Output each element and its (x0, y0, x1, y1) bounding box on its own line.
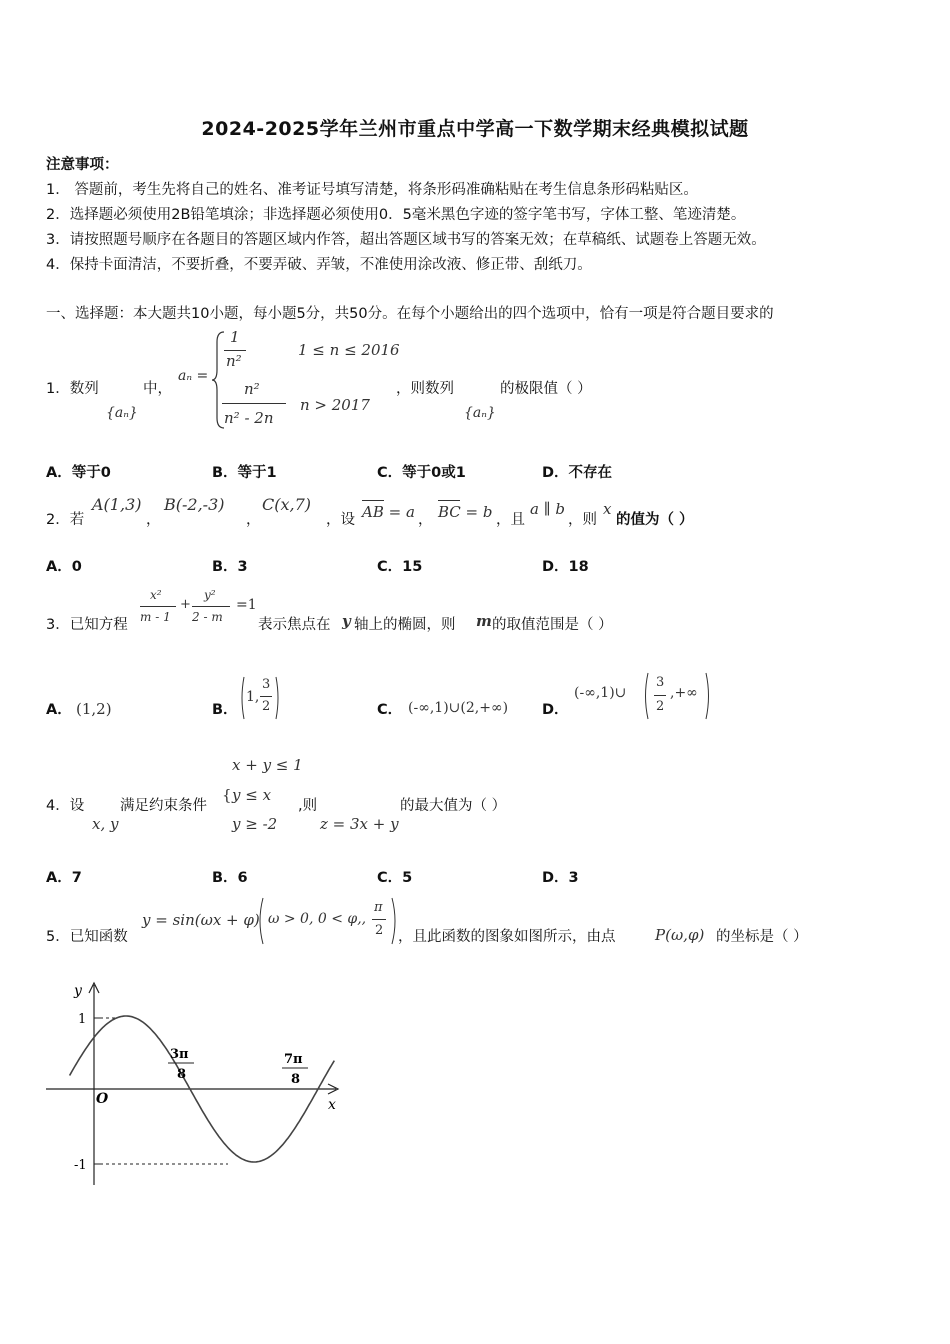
q1-mid-text: 中， (143, 381, 172, 397)
q3-option-b-denominator: 2 (262, 699, 271, 714)
q3-option-b-bar (260, 696, 272, 697)
q3-option-d-denominator: 2 (656, 699, 665, 714)
q2-then-text: ，则 (568, 512, 597, 528)
q2-point-a: A(1,3) (92, 495, 142, 514)
notice-heading: 注意事项： (46, 157, 119, 173)
q2-option-c: C．15 (377, 559, 423, 575)
q2-set-text: ，设 (326, 512, 355, 528)
q1-option-c: C．等于0或1 (377, 465, 466, 481)
q2-number: 2．若 (46, 512, 85, 528)
q3-frac2-denominator: 2 - m (192, 610, 223, 624)
tick1-denominator: 8 (177, 1067, 187, 1082)
q2-option-d: D．18 (542, 559, 589, 575)
q1-case1-denominator: n² (226, 352, 242, 370)
page-title: 2024-2025学年兰州市重点中学高一下数学期末经典模拟试题 (201, 118, 749, 140)
q2-sep-3: ， (418, 512, 433, 528)
q1-case1-fraction-bar (224, 350, 246, 351)
q4-brace: { (222, 786, 232, 804)
q3-option-b-brackets (238, 675, 282, 721)
q1-option-d: D．不存在 (542, 465, 613, 481)
q1-case1-numerator: 1 (230, 328, 240, 346)
notice-item-4: 4．保持卡面清洁，不要折叠，不要弄破、弄皱，不准使用涂改液、修正带、刮纸刀。 (46, 257, 592, 273)
q4-condition-text: 满足约束条件 (120, 798, 207, 814)
q2-point-b: B(-2,-3) (164, 495, 225, 514)
q3-m-var: m (476, 612, 492, 630)
q3-text-3: 的取值范围是（ ） (492, 617, 613, 633)
q5-text-2: 的坐标是（ ） (716, 929, 808, 945)
q2-sep-1: ， (146, 512, 161, 528)
q4-constraint-1: x + y ≤ 1 (232, 756, 303, 774)
q4-end-text: 的最大值为（ ） (400, 798, 507, 814)
notice-item-2: 2．选择题必须使用2B铅笔填涂；非选择题必须使用0．5毫米黑色字迹的签字笔书写，字体工整、笔迹清楚。 (46, 207, 746, 223)
q3-option-c: (-∞,1)∪(2,+∞) (408, 700, 509, 716)
q2-option-b: B．3 (212, 559, 248, 575)
q4-objective: z = 3x + y (320, 815, 399, 833)
q4-option-b: B．6 (212, 870, 248, 886)
q3-option-b-label: B． (212, 702, 238, 718)
q3-option-c-label: C． (377, 702, 403, 718)
q4-number: 4．设 (46, 798, 85, 814)
q3-text-2: 轴上的椭圆，则 (354, 617, 456, 633)
x-axis-label: x (328, 1097, 336, 1113)
q1-sequence-2: {aₙ} (464, 405, 496, 421)
q1-number: 1．数列 (46, 381, 99, 397)
q1-an-label: aₙ = (178, 368, 209, 384)
q3-equals: =1 (236, 597, 257, 613)
q3-number: 3．已知方程 (46, 617, 128, 633)
q5-text-1: ，且此函数的图象如图所示，由点 (398, 929, 616, 945)
q3-text-1: 表示焦点在 (258, 617, 331, 633)
q2-and-text: ，且 (496, 512, 525, 528)
q2-vector-bc: BC = b (438, 503, 493, 521)
q4-option-a: A．7 (46, 870, 82, 886)
q1-end-text: 的极限值（ ） (500, 381, 592, 397)
q3-option-b-numerator: 3 (262, 677, 271, 692)
q2-ab-arrow (362, 500, 384, 501)
q2-bc-arrow (438, 500, 460, 501)
q5-condition: ω > 0, 0 < φ,, (268, 911, 367, 927)
q2-vector-ab: AB = a (362, 503, 415, 521)
q1-option-a: A．等于0 (46, 465, 111, 481)
q2-parallel: a ∥ b (530, 500, 566, 518)
q3-option-b-start: 1, (246, 689, 260, 705)
q3-frac1-numerator: x² (150, 588, 162, 602)
q3-frac2-bar (192, 606, 230, 607)
q5-fraction-bar (372, 919, 386, 920)
q1-sequence: {aₙ} (106, 405, 138, 421)
q2-x-var: x (603, 500, 612, 518)
q1-case1-condition: 1 ≤ n ≤ 2016 (298, 341, 400, 359)
tick1-numerator: 3π (170, 1047, 189, 1062)
q5-pi: π (374, 900, 383, 915)
q4-vars: x, y (92, 815, 119, 833)
q4-constraint-2: y ≤ x (232, 786, 272, 804)
q2-option-a: A．0 (46, 559, 82, 575)
q4-option-c: C．5 (377, 870, 413, 886)
q2-sep-2: ， (246, 512, 261, 528)
q1-tail-text: ，则数列 (396, 381, 454, 397)
q1-case2-fraction-bar (222, 403, 286, 404)
q1-case2-condition: n > 2017 (300, 396, 370, 414)
q3-option-d-label: D． (542, 702, 569, 718)
q1-case2-numerator: n² (244, 380, 260, 398)
tick2-numerator: 7π (284, 1052, 303, 1067)
q3-option-d-numerator: 3 (656, 675, 665, 690)
q3-option-d-end: ,+∞ (670, 685, 698, 701)
q5-function: y = sin(ωx + φ) (142, 911, 260, 929)
q2-end-text: 的值为（ ） (616, 512, 694, 528)
q3-y-var: y (342, 612, 351, 630)
q4-option-d: D．3 (542, 870, 579, 886)
q5-point-p: P(ω,φ) (655, 926, 705, 944)
q5-number: 5．已知函数 (46, 929, 128, 945)
q1-option-b: B．等于1 (212, 465, 277, 481)
q3-option-d-start: (-∞,1)∪ (574, 685, 627, 701)
q4-constraint-3: y ≥ -2 (232, 815, 278, 833)
q5-two: 2 (375, 923, 384, 938)
q3-frac1-denominator: m - 1 (140, 610, 171, 624)
q3-plus: + (180, 597, 191, 612)
q5-sine-graph (40, 975, 350, 1190)
q3-option-a: (1,2) (76, 700, 112, 718)
tick2-denominator: 8 (291, 1072, 301, 1087)
q3-frac2-numerator: y² (204, 588, 216, 602)
q3-frac1-bar (140, 606, 176, 607)
y-tick-label-bottom: -1 (74, 1158, 87, 1173)
y-axis-label: y (74, 983, 82, 999)
notice-item-3: 3．请按照题号顺序在各题目的答题区域内作答，超出答题区域书写的答案无效；在草稿纸、试题卷上答题无效。 (46, 232, 766, 248)
section-heading: 一、选择题：本大题共10小题，每小题5分，共50分。在每个小题给出的四个选项中，恰有一项是符合题目要求的 (46, 306, 774, 322)
q2-point-c: C(x,7) (262, 495, 312, 514)
q1-case2-denominator: n² - 2n (224, 409, 274, 427)
y-tick-label-top: 1 (78, 1012, 87, 1027)
q3-option-a-label: A． (46, 702, 72, 718)
q4-then-text: ,则 (298, 798, 318, 814)
notice-item-1: 1． 答题前，考生先将自己的姓名、准考证号填写清楚，将条形码准确粘贴在考生信息条形码粘贴区。 (46, 182, 698, 198)
origin-label: O (96, 1091, 109, 1107)
q3-option-d-bar (654, 695, 666, 696)
